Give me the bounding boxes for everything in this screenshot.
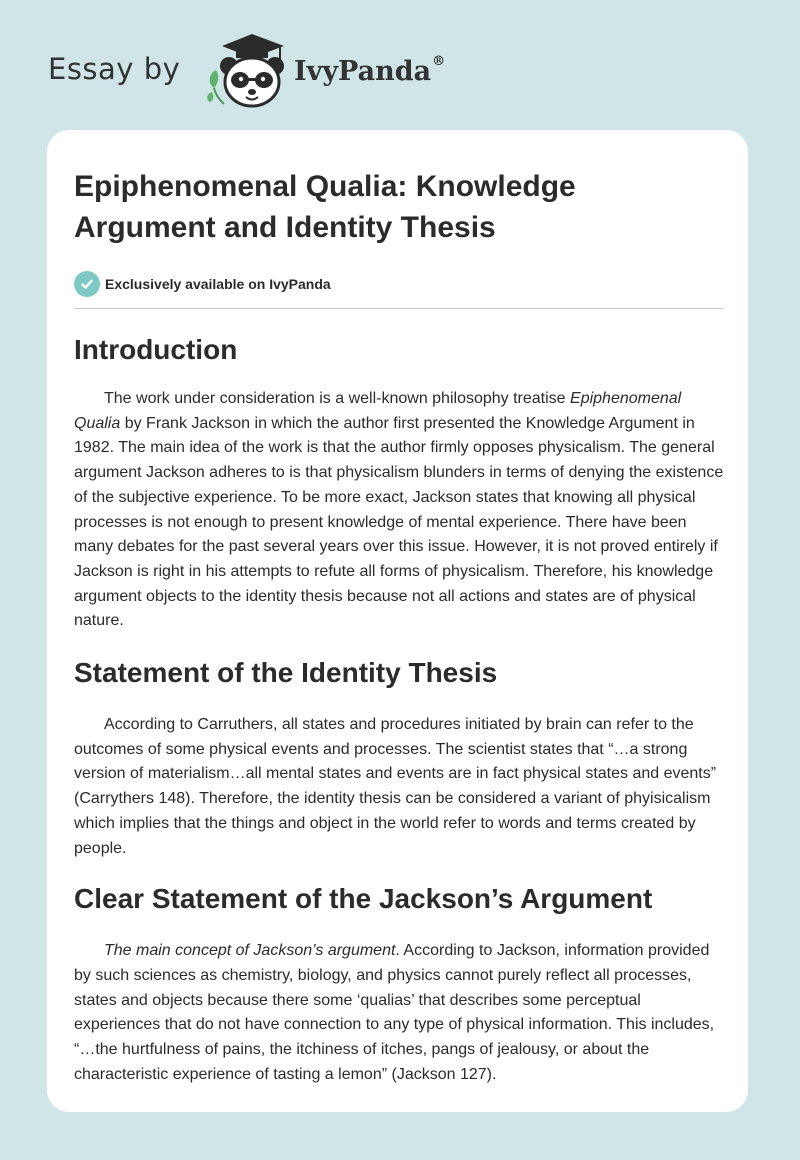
section-paragraph-introduction: The work under consideration is a well-known philosophy treatise Epiphenomenal Qualia by Frank Jackson in which the author first presented the Knowledge Argument in 1982. The main idea of the work is that the author firmly opposes physicalism. The general argument Jackson adheres to is that physicalism blunders in terms of denying the existence of the subjective experience. To be more exact, Jackson states that knowing all physical processes is not enough to present knowledge of mental experience. There have been many debates for the past several years over this issue. However, it is not proved entirely if Jackson is right in his attempts to refute all forms of physicalism. Therefore, his knowledge argument objects to the identity thesis because not all actions and states are of physical nature.	[74, 390, 724, 630]
section-heading-identity-thesis: Statement of the Identity Thesis	[74, 657, 498, 689]
exclusive-label: Exclusively available on IvyPanda	[105, 276, 331, 292]
site-header	[48, 30, 768, 110]
brand-name[interactable]: IvyPanda®	[294, 54, 446, 87]
article-content	[74, 166, 724, 1087]
exclusive-badge	[74, 270, 724, 298]
article-title: Epiphenomenal Qualia: Knowledge Argument and Identity Thesis	[74, 170, 576, 244]
essay-by-label: Essay by	[48, 52, 181, 86]
panda-graduate-icon[interactable]	[202, 30, 288, 110]
divider	[74, 308, 724, 309]
registered-mark: ®	[432, 54, 446, 69]
section-paragraph-jackson-argument: The main concept of Jackson’s argument. According to Jackson, information provided by such sciences as chemistry, biology, and physics cannot purely reflect all processes, states and objects because there some ‘qualias’ that describes some perceptual experiences that do not have connection to any type of physical information. This includes, “…the hurtfulness of pains, the itchiness of itches, pangs of jealousy, or about the characteristic experience of tasting a lemon” (Jackson 127).	[74, 942, 715, 1083]
check-circle-icon	[74, 271, 100, 297]
article-card	[47, 130, 748, 1112]
section-heading-introduction: Introduction	[74, 334, 238, 365]
section-heading-jackson-argument: Clear Statement of the Jackson’s Argument	[74, 883, 653, 915]
ivy-leaf-icon	[207, 70, 224, 104]
section-paragraph-identity-thesis: According to Carruthers, all states and procedures initiated by brain can refer to the outcomes of some physical events and processes. The scientist states that “…a strong version of materialism…all mental states and events are in fact physical states and events” (Carrythers 148). Therefore, the identity thesis can be considered a variant of phyisicalism which implies that the things and object in the world refer to words and terms created by people.	[74, 716, 717, 857]
